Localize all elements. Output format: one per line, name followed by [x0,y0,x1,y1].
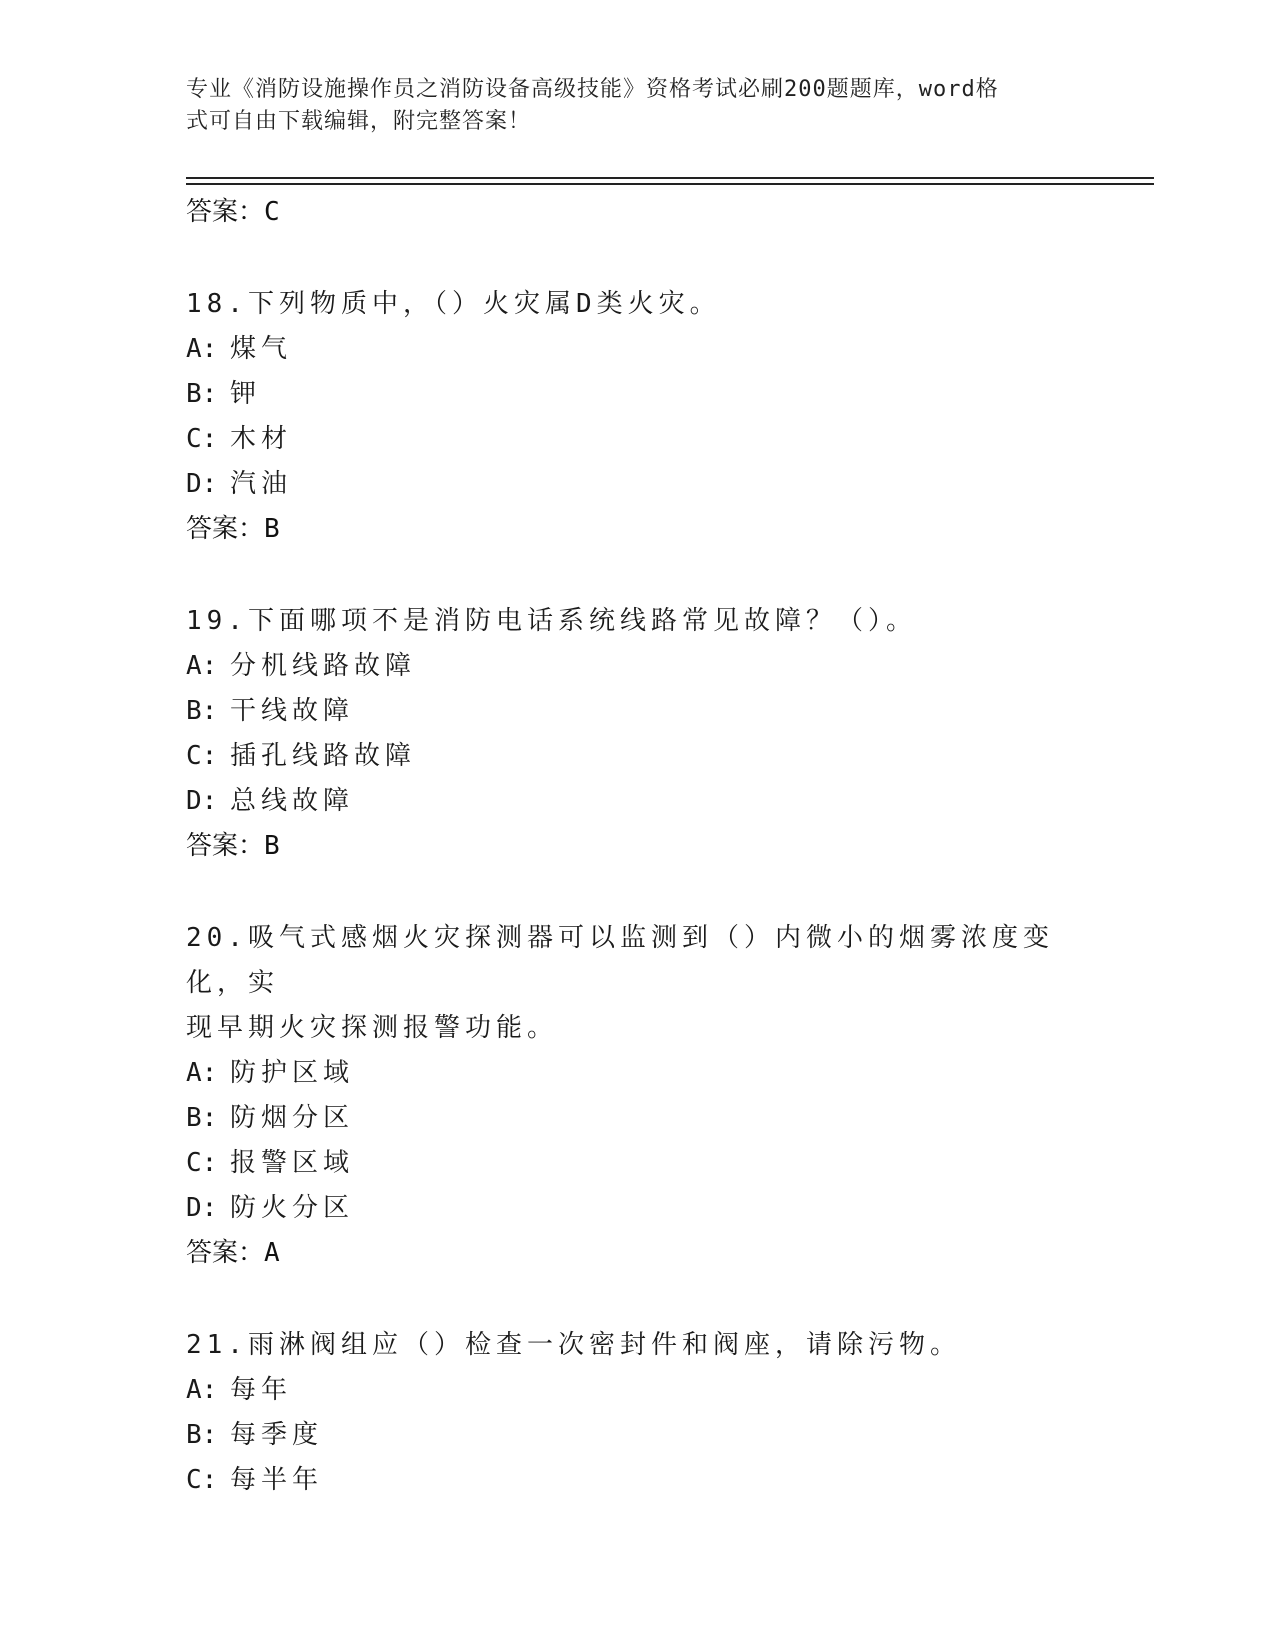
header-divider-bottom [186,183,1154,185]
question-block [186,1323,1086,1503]
option-text: 总线故障 [230,786,355,816]
option-letter: A: [186,651,218,681]
option-text: 每季度 [230,1420,324,1450]
option-a [186,644,1086,689]
question-block [186,282,1086,551]
option-text: 每年 [230,1375,293,1405]
option-letter: B: [186,379,218,409]
option-c [186,417,1086,462]
option-d [186,779,1086,824]
option-text: 防烟分区 [230,1103,355,1133]
answer-value: B [264,831,280,861]
question-block [186,916,1086,1275]
header-line-2: 式可自由下载编辑，附完整答案！ [186,109,532,134]
option-letter: A: [186,334,218,364]
answer-value: B [264,514,280,544]
option-letter: C: [186,1465,218,1495]
option-text: 木材 [230,424,293,454]
option-text: 汽油 [230,469,293,499]
option-letter: D: [186,469,218,499]
option-text: 分机线路故障 [230,651,417,681]
question-stem-line-2: 现早期火灾探测报警功能。 [186,1013,559,1043]
answer-label: 答案： [186,197,265,227]
question-block [186,599,1086,868]
answer-line [186,190,1086,234]
question-stem: 18.下列物质中，（）火灾属D类火灾。 [186,289,721,319]
option-letter: D: [186,786,218,816]
answer-value: C [264,197,280,227]
option-b [186,372,1086,417]
option-c [186,734,1086,779]
header-divider-top [186,177,1154,179]
option-text: 防护区域 [230,1058,355,1088]
option-d [186,462,1086,507]
answer-label: 答案： [186,1238,265,1268]
question-stem-line-1: 20.吸气式感烟火灾探测器可以监测到（）内微小的烟雾浓度变化，实 [186,923,1054,998]
answer-line [186,507,1086,551]
option-a [186,1051,1086,1096]
option-b [186,1413,1086,1458]
spacer [186,234,1086,282]
option-letter: A: [186,1058,218,1088]
spacer [186,551,1086,599]
answer-line [186,1231,1086,1275]
answer-label: 答案： [186,831,265,861]
option-letter: C: [186,741,218,771]
option-letter: D: [186,1193,218,1223]
option-c [186,1141,1086,1186]
option-letter: A: [186,1375,218,1405]
question-stem: 21.雨淋阀组应（）检查一次密封件和阀座，请除污物。 [186,1330,961,1360]
option-d [186,1186,1086,1231]
option-a [186,327,1086,372]
option-text: 报警区域 [230,1148,355,1178]
option-text: 插孔线路故障 [230,741,417,771]
document-header [186,74,1066,138]
option-text: 干线故障 [230,696,355,726]
option-text: 每半年 [230,1465,324,1495]
spacer [186,1275,1086,1323]
option-text: 钾 [230,379,262,409]
question-stem: 19.下面哪项不是消防电话系统线路常见故障？（）。 [186,606,917,636]
answer-label: 答案： [186,514,265,544]
option-letter: C: [186,424,218,454]
option-letter: C: [186,1148,218,1178]
answer-line [186,824,1086,868]
option-text: 煤气 [230,334,293,364]
option-a [186,1368,1086,1413]
answer-value: A [264,1238,280,1268]
option-letter: B: [186,1420,218,1450]
question-list [186,190,1086,1503]
option-letter: B: [186,1103,218,1133]
option-b [186,1096,1086,1141]
option-c [186,1458,1086,1503]
spacer [186,868,1086,916]
option-b [186,689,1086,734]
header-line-1: 专业《消防设施操作员之消防设备高级技能》资格考试必刷200题题库，word格 [186,77,999,102]
option-letter: B: [186,696,218,726]
option-text: 防火分区 [230,1193,355,1223]
